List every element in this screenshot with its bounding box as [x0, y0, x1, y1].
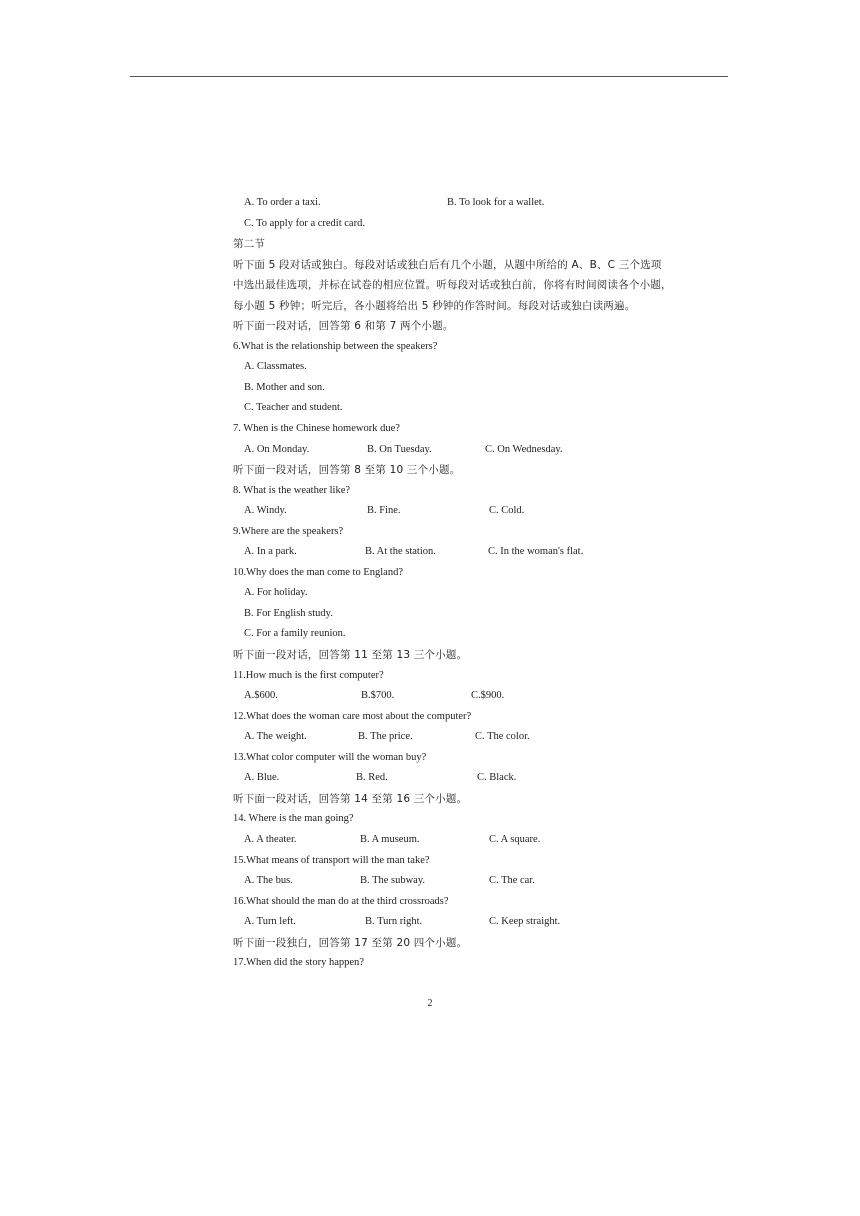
option-a: A. A theater. [244, 833, 297, 845]
option-b: B.$700. [361, 690, 395, 702]
option-a: A. To order a taxi. [244, 197, 321, 208]
q15-options [233, 871, 753, 892]
dialogue-prompt: 听下面一段对话，回答第 14 至第 16 三个小题。 [233, 792, 468, 805]
question-7: 7. When is the Chinese homework due? [233, 423, 400, 435]
q13-options [233, 768, 753, 789]
option-c: C. On Wednesday. [485, 443, 563, 455]
option-b: B. A museum. [360, 833, 420, 845]
option-c: C. A square. [489, 833, 541, 845]
option-c: C. The car. [489, 875, 535, 887]
option-b: B. Mother and son. [244, 381, 325, 393]
instructions-line-2: 中选出最佳选项，并标在试卷的相应位置。听每段对话或独白前，你将有时间阅读各个小题， [233, 279, 672, 292]
monologue-prompt: 听下面一段独白，回答第 17 至第 20 四个小题。 [233, 936, 468, 949]
question-6: 6.What is the relationship between the speakers? [233, 340, 438, 352]
option-b: B. Turn right. [365, 916, 423, 928]
option-b: B. Fine. [367, 505, 401, 517]
question-16: 16.What should the man do at the third crossroads? [233, 895, 449, 907]
option-a: A. Turn left. [244, 916, 296, 928]
option-b: B. Red. [356, 772, 388, 784]
exam-content [233, 193, 753, 974]
option-b: B. On Tuesday. [367, 443, 432, 455]
question-12: 12.What does the woman care most about the computer? [233, 710, 472, 722]
option-c: C. Keep straight. [489, 916, 561, 928]
option-b: B. The price. [358, 731, 413, 743]
question-8: 8. What is the weather like? [233, 484, 351, 496]
option-c: C. To apply for a credit card. [244, 217, 365, 229]
option-b: B. At the station. [365, 546, 436, 558]
option-a: A. The bus. [244, 875, 293, 887]
option-c: C. The color. [475, 731, 530, 743]
dialogue-prompt: 听下面一段对话，回答第 8 至第 10 三个小题。 [233, 464, 461, 477]
instructions-line-1: 听下面 5 段对话或独白。每段对话或独白后有几个小题，从题中所给的 A、B、C 三个选项 [233, 258, 662, 271]
question-17: 17.When did the story happen? [233, 957, 364, 969]
header-rule [130, 76, 728, 77]
q9-options [233, 542, 753, 563]
dialogue-prompt: 听下面一段对话，回答第 11 至第 13 三个小题。 [233, 649, 468, 662]
page-number: 2 [427, 998, 433, 1009]
question-11: 11.How much is the first computer? [233, 669, 384, 681]
question-13: 13.What color computer will the woman buy? [233, 751, 427, 763]
q8-options [233, 501, 753, 522]
option-c: C.$900. [471, 690, 505, 702]
dialogue-prompt: 听下面一段对话，回答第 6 和第 7 两个小题。 [233, 320, 454, 333]
option-b: B. The subway. [360, 875, 426, 887]
q14-options [233, 830, 753, 851]
option-c: C. Black. [477, 772, 517, 784]
instructions-line-3: 每小题 5 秒钟；听完后，各小题将给出 5 秒钟的作答时间。每段对话或独白读两遍。 [233, 299, 636, 312]
option-b: B. To look for a wallet. [447, 197, 545, 208]
question-9: 9.Where are the speakers? [233, 525, 344, 537]
option-a: A. Classmates. [244, 361, 307, 373]
question-15: 15.What means of transport will the man take? [233, 854, 430, 866]
option-b: B. For English study. [244, 607, 333, 619]
option-c: C. In the woman's flat. [488, 546, 584, 558]
q12-options [233, 727, 753, 748]
option-a: A. For holiday. [244, 587, 308, 599]
option-a: A. Blue. [244, 772, 280, 784]
option-c: C. For a family reunion. [244, 628, 346, 640]
question-10: 10.Why does the man come to England? [233, 566, 403, 578]
option-a: A. Windy. [244, 505, 287, 517]
section-title: 第二节 [233, 238, 266, 251]
option-a: A. The weight. [244, 731, 307, 743]
option-a: A. In a park. [244, 546, 297, 558]
option-a: A. On Monday. [244, 443, 310, 455]
q5-options-row-1 [233, 193, 753, 214]
question-14: 14. Where is the man going? [233, 813, 354, 825]
option-c: C. Cold. [489, 505, 525, 517]
q11-options [233, 686, 753, 707]
option-a: A.$600. [244, 690, 278, 702]
option-c: C. Teacher and student. [244, 402, 343, 414]
q16-options [233, 912, 753, 933]
q7-options [233, 440, 753, 461]
